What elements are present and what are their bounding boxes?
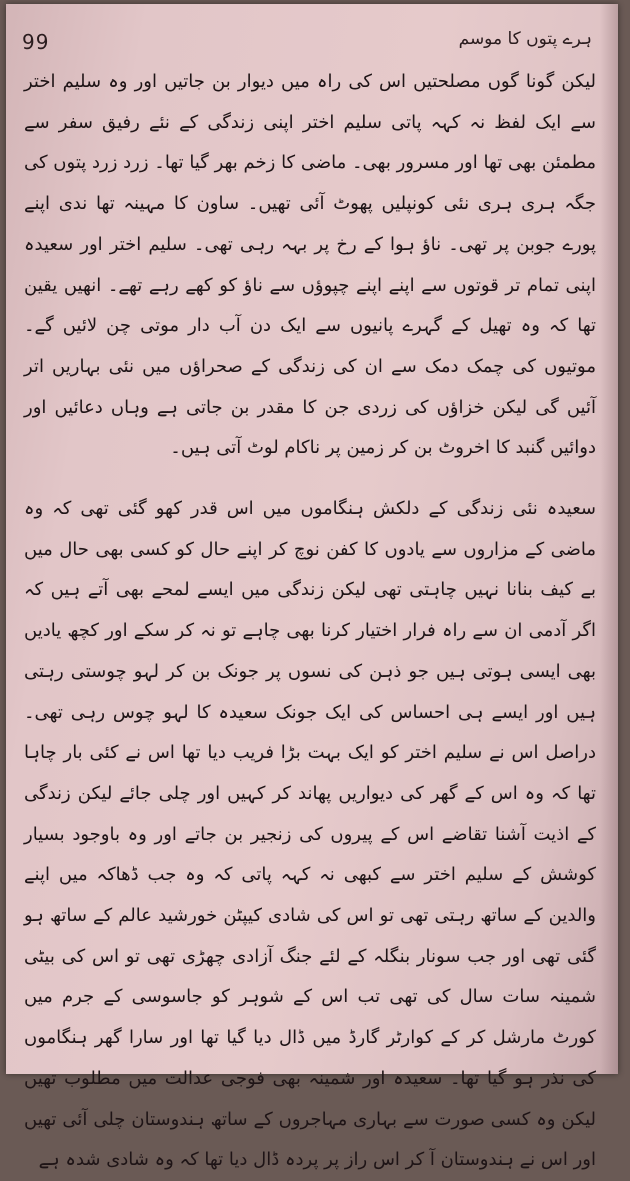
page-number: 99 xyxy=(22,30,50,54)
running-title: ہرے پتوں کا موسم xyxy=(458,29,592,49)
paragraph-1: لیکن گونا گوں مصلحتیں اس کی راہ میں دیوار بن جاتیں اور وہ سلیم اختر سے ایک لفظ نہ کہہ پاتی سلیم اختر اپنی زندگی کے نئے رفیق سفر سے مطمئن بھی تھا اور مسرور بھی۔ ماضی کا زخم بھر گیا تھا۔ زرد زرد پتوں کی جگہ ہری ہری نئی کونپلیں پھوٹ آئی تھیں۔ ساون کا مہینہ تھا ندی اپنے پورے جوبن پر تھی۔ ناؤ ہوا کے رخ پر بہہ رہی تھی۔ سلیم اختر اور سعیدہ اپنی تمام تر قوتوں سے اپنے اپنے چپوؤں سے ناؤ کو کھے رہے تھے۔ انھیں یقین تھا کہ وہ تھیل کے گہرے پانیوں سے ایک دن آب دار موتی چن لائیں گے۔ موتیوں کی چمک دمک سے ان کی زندگی کے صحراؤں میں نئی بہاریں اتر آئیں گی لیکن خزاؤں کی زردی جن کا مقدر بن جاتی ہے وہاں دعائیں اور دوائیں گنبد کا اخروٹ بن کر زمین پر ناکام لوٹ آتی ہیں۔ xyxy=(24,71,596,459)
body-text xyxy=(24,62,596,1181)
paragraph-2: سعیدہ نئی زندگی کے دلکش ہنگاموں میں اس قدر کھو گئی تھی کہ وہ ماضی کے مزاروں سے یادوں کا کفن نوچ کر اپنے حال کو کسی بھی حال میں بے کیف بنانا نہیں چاہتی تھی لیکن زندگی میں ایسے لمحے بھی آتے ہیں کہ اگر آدمی ان سے راہ فرار اختیار کرنا بھی چاہے تو نہ کر سکے اور کچھ یادیں بھی ایسی ہوتی ہیں جو ذہن کی نسوں پر جونک بن کر لہو چوستی رہتی ہیں اور ایسے ہی احساس کی ایک جونک سعیدہ کا لہو چوس رہی تھی۔ دراصل اس نے سلیم اختر کو ایک بہت بڑا فریب دیا تھا اس نے کئی بار چاہا تھا کہ وہ اس کے گھر کی دیواریں پھاند کر کہیں اور چلی جائے لیکن زندگی کے اذیت آشنا تقاضے اس کے پیروں کی زنجیر بن جاتے اور وہ باوجود بسیار کوشش کے سلیم اختر سے کبھی نہ کہہ پاتی کہ وہ جب ڈھاکہ میں اپنے والدین کے ساتھ رہتی تھی تو اس کی شادی کیپٹن خورشید عالم کے ساتھ ہو گئی تھی اور جب سونار بنگلہ کے لئے جنگ آزادی چھڑی تھی تو اس کی بیٹی شمینہ سات سال کی تھی تب اس کے شوہر کو جاسوسی کے جرم میں کورٹ مارشل کر کے کوارٹر گارڈ میں ڈال دیا گیا تھا اور سارا گھر ہنگاموں کی نذر ہو گیا تھا۔ سعیدہ اور شمینہ بھی فوجی عدالت میں مطلوب تھیں لیکن وہ کسی صورت سے بہاری مہاجروں کے ساتھ ہندوستان چلی آئی تھیں اور اس نے ہندوستان آ کر اس راز پر پردہ ڈال دیا تھا کہ وہ شادی شدہ ہے xyxy=(24,498,596,1171)
page-header xyxy=(6,4,618,64)
book-page xyxy=(6,4,618,1171)
